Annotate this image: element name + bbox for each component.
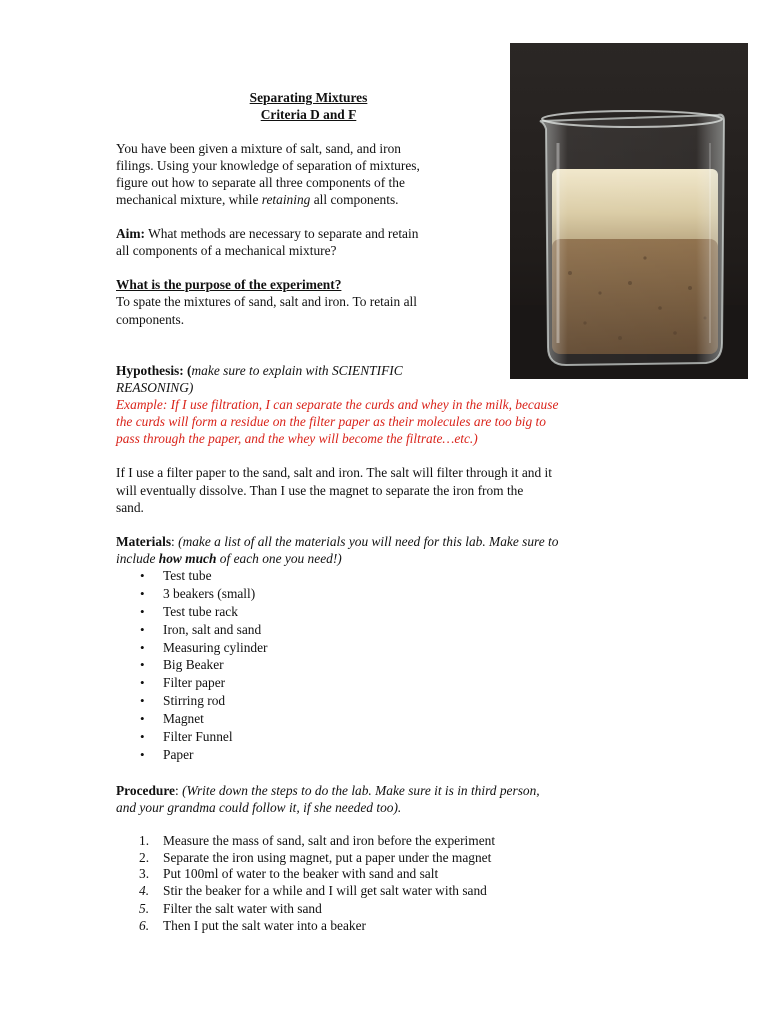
list-item: Test tube rack: [163, 604, 238, 619]
procedure-note-1: (Write down the steps to do the lab. Make sure it is in third person,: [182, 783, 540, 798]
bullet: •: [140, 586, 145, 601]
list-item: Measure the mass of sand, salt and iron before the experiment: [163, 833, 496, 848]
materials-note-line-2: [116, 550, 342, 568]
bullet: •: [140, 675, 145, 690]
purpose-line-1: To spate the mixtures of sand, salt and iron. To retain all: [116, 294, 417, 309]
list-item: Then I put the salt water into a beaker: [163, 918, 367, 933]
intro-line-2: filings. Using your knowledge of separation of mixtures,: [116, 158, 420, 173]
intro-line-3: figure out how to separate all three components of the: [116, 175, 405, 190]
hypothesis-note-2: REASONING): [116, 380, 194, 395]
step-number: 2.: [139, 850, 150, 865]
bullet: •: [140, 693, 145, 708]
materials-note-2a: include: [116, 551, 159, 566]
purpose-line-2: components.: [116, 312, 185, 327]
list-item: Big Beaker: [163, 657, 224, 672]
list-item: Iron, salt and sand: [163, 622, 262, 637]
list-item: 3 beakers (small): [163, 586, 256, 601]
procedure-colon: :: [175, 783, 183, 798]
step-number: 5.: [139, 901, 150, 916]
list-item: Filter Funnel: [163, 729, 233, 744]
list-item: Separate the iron using magnet, put a paper under the magnet: [163, 850, 492, 865]
list-item: Paper: [163, 747, 194, 762]
intro-emphasis: retaining: [261, 192, 311, 207]
list-item: Put 100ml of water to the beaker with sand and salt: [163, 866, 439, 881]
bullet: •: [140, 640, 145, 655]
hypothesis-example-3: pass through the paper, and the whey will become the filtrate…etc.): [116, 431, 478, 446]
page-subtitle: Criteria D and F: [260, 107, 357, 122]
page-title: Separating Mixtures: [249, 90, 368, 105]
step-number: 4.: [139, 883, 150, 898]
intro-text-b: all components.: [310, 192, 399, 207]
bullet: •: [140, 657, 145, 672]
beaker-photo: [510, 43, 748, 379]
intro-line-4: [116, 191, 399, 209]
bullet: •: [140, 747, 145, 762]
hypothesis-example-1: Example: If I use filtration, I can separate the curds and whey in the milk, because: [116, 397, 559, 412]
materials-label: Materials: [116, 534, 172, 549]
materials-colon: :: [171, 534, 179, 549]
aim-label: Aim:: [116, 226, 146, 241]
materials-heading: [116, 533, 558, 551]
hypothesis-answer-3: sand.: [116, 500, 144, 515]
bullet: •: [140, 568, 145, 583]
hypothesis-label: Hypothesis: (: [116, 363, 192, 378]
list-item: Measuring cylinder: [163, 640, 268, 655]
bullet: •: [140, 622, 145, 637]
step-number: 1.: [139, 833, 150, 848]
list-item: Stirring rod: [163, 693, 226, 708]
list-item: Magnet: [163, 711, 204, 726]
bullet: •: [140, 604, 145, 619]
beaker-image: [510, 43, 748, 379]
list-item: Stir the beaker for a while and I will get salt water with sand: [163, 883, 487, 898]
materials-note-2c: of each one you need!): [216, 551, 342, 566]
step-number: 3.: [139, 866, 150, 881]
step-number: 6.: [139, 918, 150, 933]
bullet: •: [140, 711, 145, 726]
intro-line-1: You have been given a mixture of salt, sand, and iron: [116, 141, 401, 156]
intro-text-a: mechanical mixture, while: [116, 192, 262, 207]
list-item: Filter the salt water with sand: [163, 901, 322, 916]
hypothesis-example-2: the curds will form a residue on the filter paper as their molecules are too big to: [116, 414, 546, 429]
materials-note-1: (make a list of all the materials you will need for this lab. Make sure to: [178, 534, 559, 549]
purpose-question: What is the purpose of the experiment?: [116, 277, 342, 292]
hypothesis-answer-1: If I use a filter paper to the sand, salt and iron. The salt will filter through it and it: [116, 465, 552, 480]
procedure-heading: [116, 782, 540, 800]
hypothesis-heading: [116, 362, 403, 380]
aim-line-1: [116, 225, 418, 243]
hypothesis-answer-2: will eventually dissolve. Than I use the magnet to separate the iron from the: [116, 483, 524, 498]
procedure-label: Procedure: [116, 783, 176, 798]
procedure-note-2: and your grandma could follow it, if she needed too).: [116, 800, 402, 815]
bullet: •: [140, 729, 145, 744]
materials-note-2b: how much: [158, 551, 217, 566]
list-item: Test tube: [163, 568, 212, 583]
aim-line-2: all components of a mechanical mixture?: [116, 243, 337, 258]
aim-text: What methods are necessary to separate and retain: [145, 226, 419, 241]
hypothesis-note-1: make sure to explain with SCIENTIFIC: [191, 363, 403, 378]
list-item: Filter paper: [163, 675, 226, 690]
